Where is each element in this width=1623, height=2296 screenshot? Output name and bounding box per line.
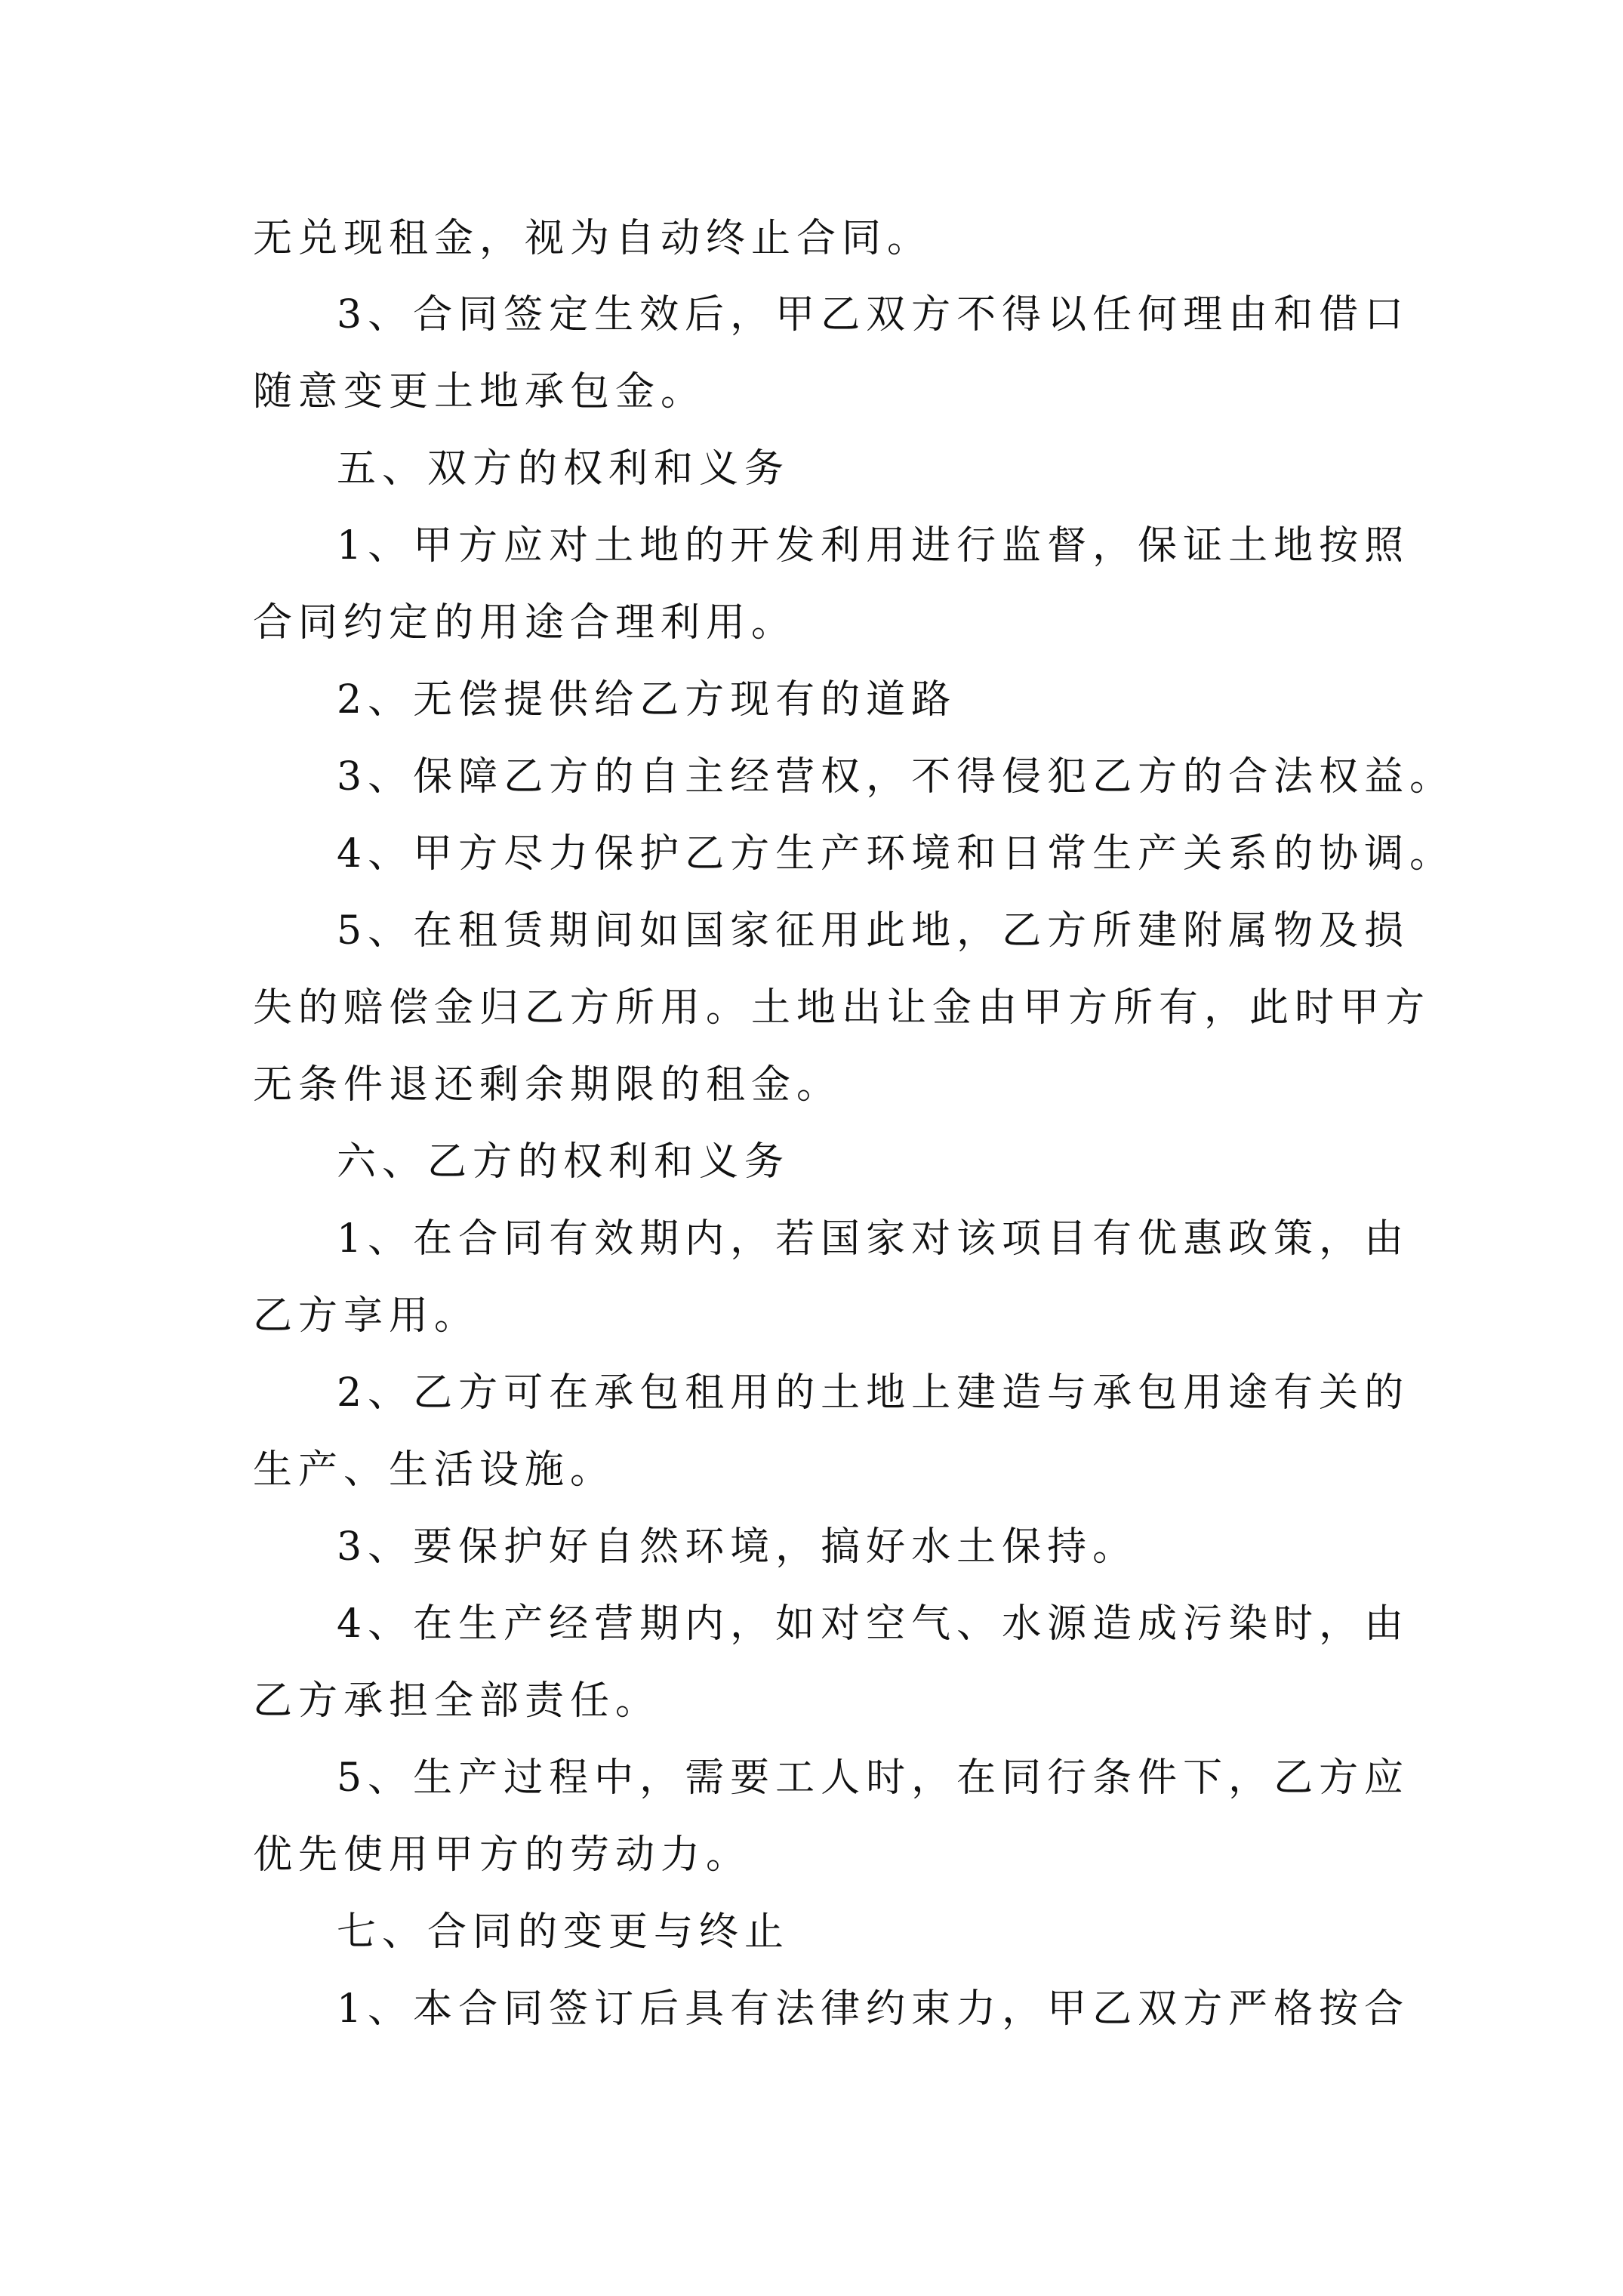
text-line-12: 无条件退还剩余期限的租金。 (253, 1062, 842, 1108)
text-line-24: 1、本合同签订后具有法律约束力，甲乙双方严格按合 (337, 1986, 1410, 2032)
section-heading-7: 七、合同的变更与终止 (337, 1909, 790, 1955)
text-line-3: 随意变更土地承包金。 (253, 369, 707, 415)
text-line-8: 3、保障乙方的自主经营权，不得侵犯乙方的合法权益。 (337, 754, 1455, 800)
text-line-19: 4、在生产经营期内，如对空气、水源造成污染时，由 (337, 1601, 1410, 1647)
text-line-16: 2、乙方可在承包租用的土地上建造与承包用途有关的 (337, 1370, 1410, 1416)
text-line-18: 3、要保护好自然环境，搞好水土保持。 (337, 1524, 1138, 1570)
text-line-10: 5、在租赁期间如国家征用此地，乙方所建附属物及损 (337, 908, 1410, 954)
text-line-22: 优先使用甲方的劳动力。 (253, 1832, 752, 1878)
section-heading-5: 五、双方的权利和义务 (337, 446, 790, 492)
text-line-17: 生产、生活设施。 (253, 1447, 616, 1493)
text-line-14: 1、在合同有效期内，若国家对该项目有优惠政策，由 (337, 1216, 1410, 1262)
text-line-20: 乙方承担全部责任。 (253, 1678, 661, 1724)
text-line-7: 2、无偿提供给乙方现有的道路 (337, 677, 957, 723)
text-line-9: 4、甲方尽力保护乙方生产环境和日常生产关系的协调。 (337, 831, 1455, 877)
section-heading-6: 六、乙方的权利和义务 (337, 1139, 790, 1185)
text-line-6: 合同约定的用途合理利用。 (253, 600, 797, 646)
text-line-2: 3、合同签定生效后，甲乙双方不得以任何理由和借口 (337, 292, 1410, 337)
text-line-5: 1、甲方应对土地的开发利用进行监督，保证土地按照 (337, 523, 1410, 569)
text-line-15: 乙方享用。 (253, 1293, 480, 1339)
text-line-21: 5、生产过程中，需要工人时，在同行条件下，乙方应 (337, 1755, 1410, 1801)
text-line-11: 失的赔偿金归乙方所用。土地出让金由甲方所有，此时甲方 (253, 985, 1431, 1031)
text-line-1: 无兑现租金，视为自动终止合同。 (253, 216, 933, 261)
